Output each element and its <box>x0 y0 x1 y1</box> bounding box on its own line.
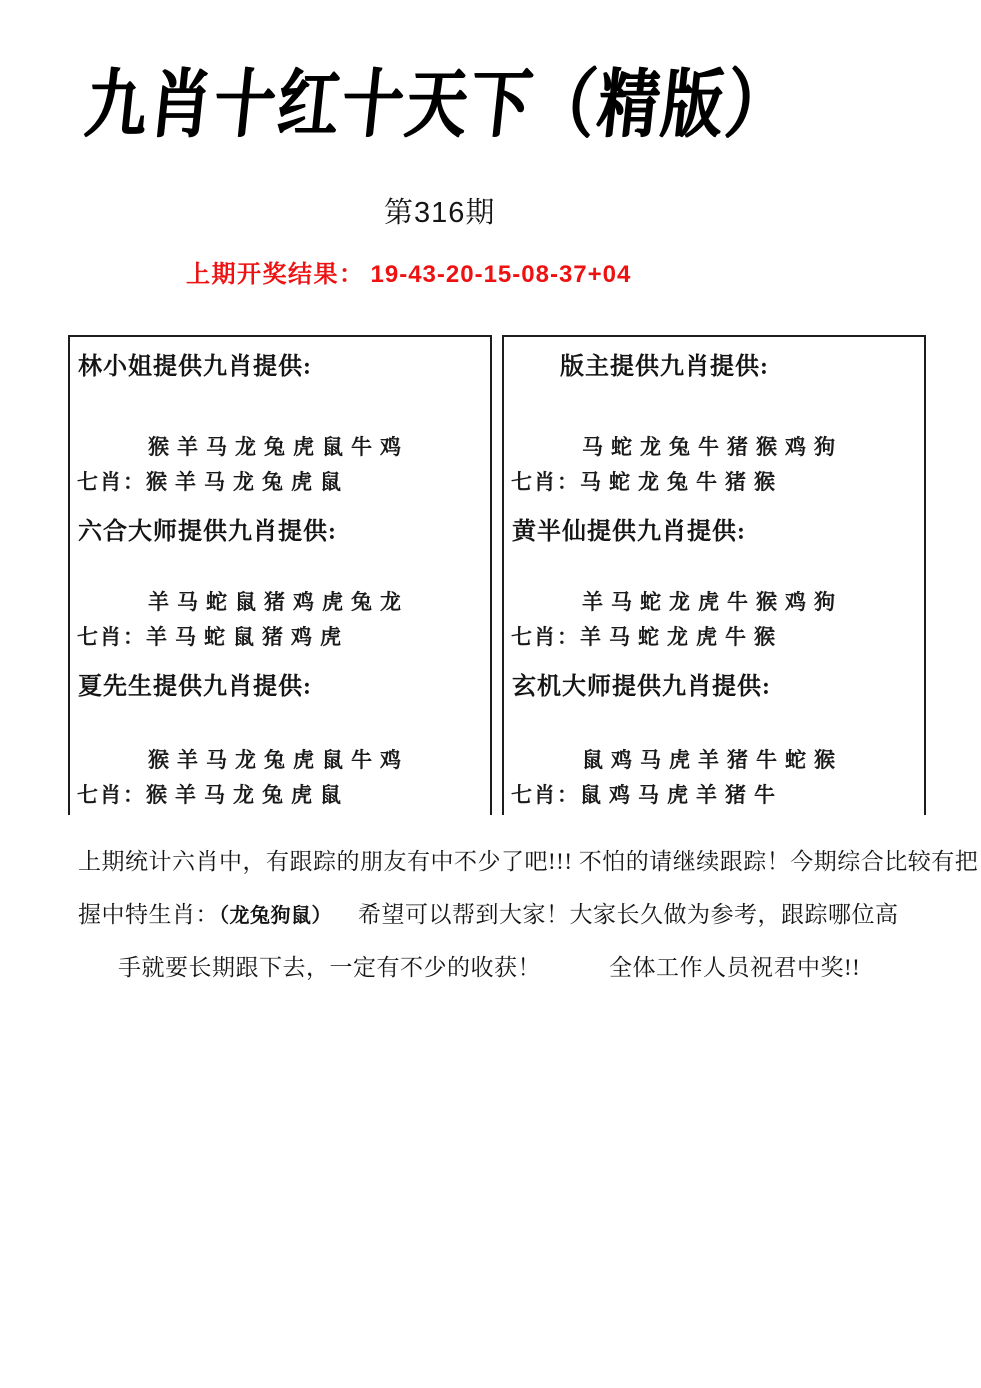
prediction-section-huangbanxian <box>504 502 924 657</box>
commentary-line-3 <box>78 952 888 984</box>
seven-zodiac-line <box>70 466 490 496</box>
last-draw-result-numbers: 19-43-20-15-08-37+04 <box>370 261 632 288</box>
commentary-line2-suffix: 希望可以帮到大家！大家长久做为参考，跟踪哪位高 <box>358 902 899 927</box>
nine-zodiac-line: 马蛇龙兔牛猪猴鸡狗 <box>582 435 843 459</box>
seven-zodiac-line <box>70 779 490 809</box>
commentary-line-2 <box>78 899 899 932</box>
seven-zodiac-animals: 猴羊马龙兔虎鼠 <box>146 783 349 807</box>
predictions-table <box>68 335 926 815</box>
prediction-section-liuhedashi <box>70 502 490 657</box>
last-draw-result-label: 上期开奖结果： <box>186 261 365 288</box>
commentary-line-1: 上期统计六肖中，有跟踪的朋友有中不少了吧!!! 不怕的请继续跟踪！今期综合比较有把 <box>78 849 979 874</box>
prediction-section-xiaxiansheng <box>70 657 490 815</box>
seven-zodiac-animals: 鼠鸡马虎羊猪牛 <box>580 783 783 807</box>
seven-zodiac-line <box>504 621 924 651</box>
nine-zodiac-line: 羊马蛇鼠猪鸡虎兔龙 <box>148 590 409 614</box>
provider-heading: 版主提供九肖提供: <box>560 354 769 380</box>
seven-zodiac-line <box>504 779 924 809</box>
provider-heading: 六合大师提供九肖提供: <box>78 519 337 545</box>
nine-zodiac-line: 猴羊马龙兔虎鼠牛鸡 <box>148 748 409 772</box>
prediction-section-banzhu <box>504 337 924 502</box>
provider-heading: 林小姐提供九肖提供: <box>78 354 312 380</box>
seven-zodiac-line <box>70 621 490 651</box>
special-zodiac-highlight: （龙兔狗鼠） <box>219 905 332 927</box>
seven-zodiac-label: 七肖： <box>77 470 146 494</box>
seven-zodiac-line <box>504 466 924 496</box>
seven-zodiac-animals: 猴羊马龙兔虎鼠 <box>146 470 349 494</box>
commentary <box>78 846 979 984</box>
seven-zodiac-label: 七肖： <box>77 625 146 649</box>
seven-zodiac-label: 七肖： <box>511 470 580 494</box>
seven-zodiac-animals: 羊马蛇鼠猪鸡虎 <box>146 625 349 649</box>
commentary-line3-part1: 手就要长期跟下去，一定有不少的收获！ <box>118 955 541 980</box>
provider-heading: 玄机大师提供九肖提供: <box>512 674 771 700</box>
masthead-title: 九肖十红十天下（精版） <box>81 61 795 149</box>
last-draw-result <box>186 254 631 289</box>
seven-zodiac-label: 七肖： <box>77 783 146 807</box>
nine-zodiac-line: 猴羊马龙兔虎鼠牛鸡 <box>148 435 409 459</box>
commentary-line3-part2: 全体工作人员祝君中奖!! <box>609 955 861 980</box>
predictions-left-column <box>68 335 492 815</box>
seven-zodiac-label: 七肖： <box>511 625 580 649</box>
predictions-right-column <box>502 335 926 815</box>
seven-zodiac-animals: 羊马蛇龙虎牛猴 <box>580 625 783 649</box>
nine-zodiac-line: 鼠鸡马虎羊猪牛蛇猴 <box>582 748 843 772</box>
issue-number: 第316期 <box>384 197 496 229</box>
prediction-section-xuanjidashi <box>504 657 924 815</box>
commentary-line2-prefix: 握中特生肖： <box>78 902 219 927</box>
seven-zodiac-label: 七肖： <box>511 783 580 807</box>
seven-zodiac-animals: 马蛇龙兔牛猪猴 <box>580 470 783 494</box>
provider-heading: 夏先生提供九肖提供: <box>78 674 312 700</box>
nine-zodiac-line: 羊马蛇龙虎牛猴鸡狗 <box>582 590 843 614</box>
provider-heading: 黄半仙提供九肖提供: <box>512 519 746 545</box>
prediction-section-linxiaojie <box>70 337 490 502</box>
